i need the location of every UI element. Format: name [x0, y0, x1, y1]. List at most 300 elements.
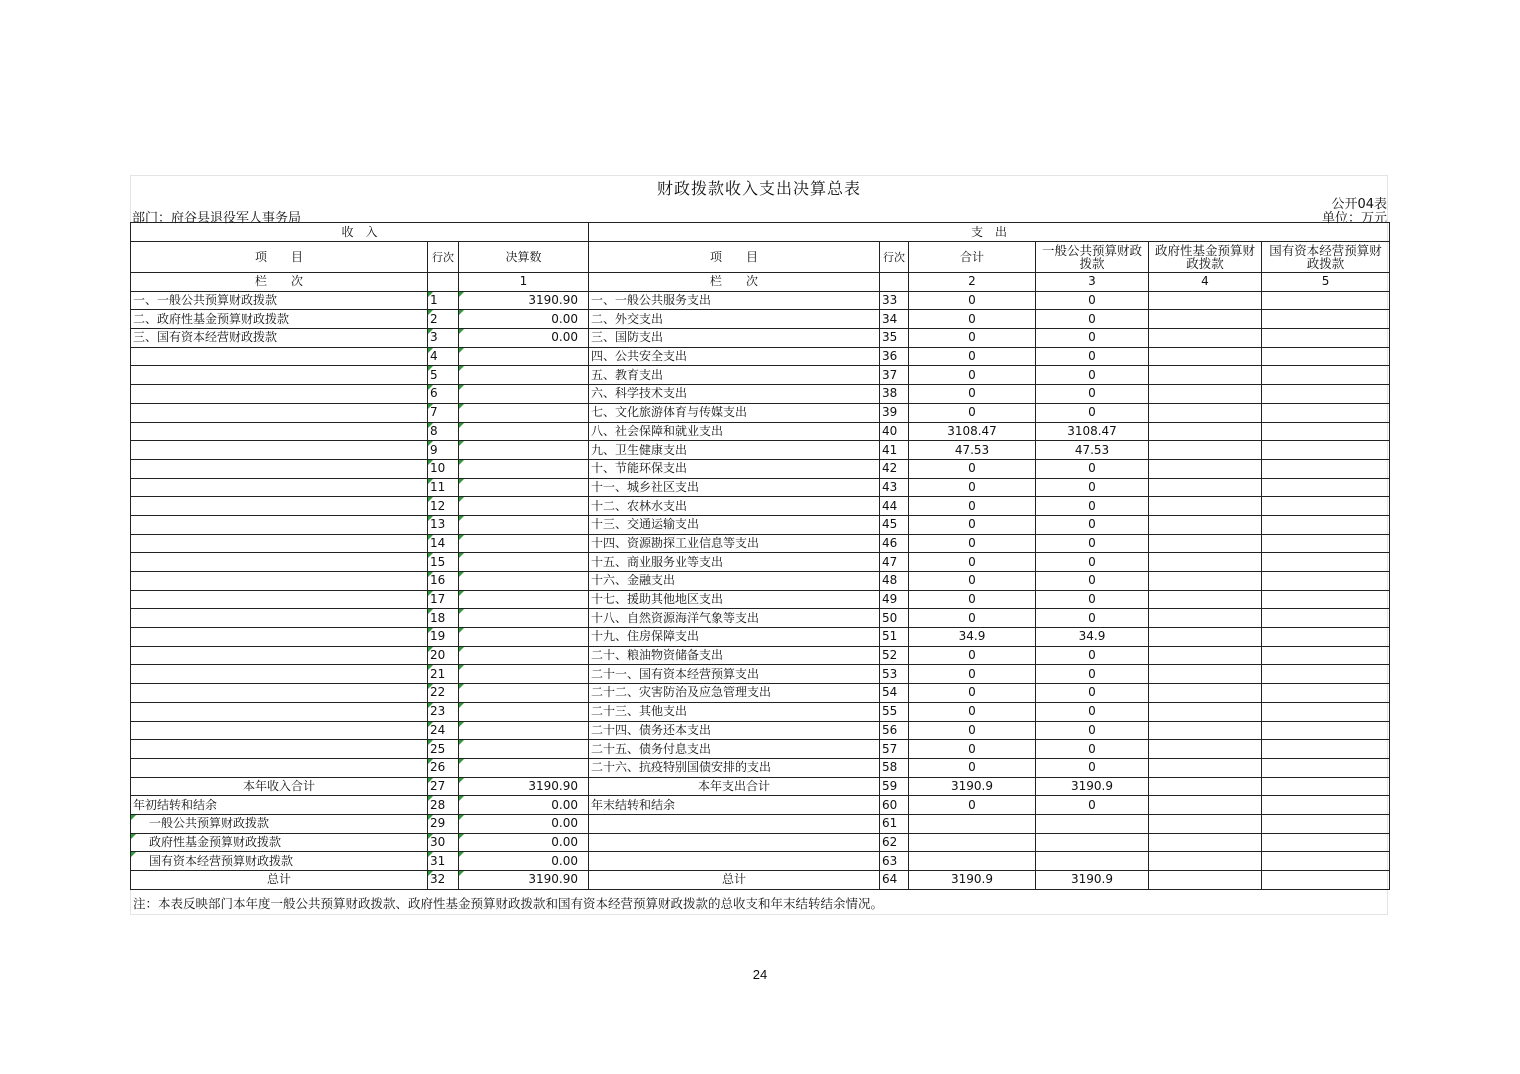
expense-item: 十四、资源勘探工业信息等支出 — [589, 534, 880, 553]
income-row-no: 16 — [428, 572, 459, 591]
expense-total: 0 — [909, 403, 1036, 422]
summary-expense-fund — [1149, 814, 1262, 833]
expense-general: 3108.47 — [1036, 422, 1149, 441]
expense-fund — [1149, 553, 1262, 572]
header-general-budget: 一般公共预算财政拨款 — [1036, 242, 1149, 273]
income-amount — [459, 758, 589, 777]
header-total: 合计 — [909, 242, 1036, 273]
summary-expense-fund — [1149, 871, 1262, 890]
income-row-no: 23 — [428, 702, 459, 721]
summary-row — [131, 777, 1390, 796]
expense-row-no: 40 — [880, 422, 909, 441]
summary-expense-item — [589, 833, 880, 852]
expense-row-no: 55 — [880, 702, 909, 721]
summary-expense-item: 总计 — [589, 871, 880, 890]
expense-item: 二十四、债务还本支出 — [589, 721, 880, 740]
table-note: 注：本表反映部门本年度一般公共预算财政拨款、政府性基金预算财政拨款和国有资本经营预算财政拨款的总收支和年末结转结余情况。 — [133, 896, 884, 911]
expense-total: 0 — [909, 646, 1036, 665]
col-row-3: 3 — [1036, 273, 1149, 292]
expense-item: 九、卫生健康支出 — [589, 441, 880, 460]
expense-total: 0 — [909, 721, 1036, 740]
expense-state — [1262, 534, 1390, 553]
income-amount — [459, 646, 589, 665]
income-row-no: 1 — [428, 291, 459, 310]
expense-total: 3108.47 — [909, 422, 1036, 441]
expense-item: 十三、交通运输支出 — [589, 515, 880, 534]
income-amount — [459, 497, 589, 516]
expense-item: 十八、自然资源海洋气象等支出 — [589, 609, 880, 628]
income-item: 三、国有资本经营财政拨款 — [131, 329, 428, 348]
income-row-no: 25 — [428, 740, 459, 759]
income-amount — [459, 684, 589, 703]
income-item — [131, 441, 428, 460]
expense-row-no: 58 — [880, 758, 909, 777]
income-amount — [459, 366, 589, 385]
expense-general: 0 — [1036, 310, 1149, 329]
income-item — [131, 684, 428, 703]
income-row-no: 13 — [428, 515, 459, 534]
income-item — [131, 721, 428, 740]
expense-row-no: 33 — [880, 291, 909, 310]
table-row — [131, 441, 1390, 460]
income-item — [131, 665, 428, 684]
expense-fund — [1149, 628, 1262, 647]
summary-expense-state — [1262, 796, 1390, 815]
expense-row-no: 45 — [880, 515, 909, 534]
expense-state — [1262, 459, 1390, 478]
summary-row — [131, 814, 1390, 833]
summary-row — [131, 852, 1390, 871]
expense-fund — [1149, 385, 1262, 404]
summary-income-item: 一般公共预算财政拨款 — [131, 814, 428, 833]
summary-expense-general: 3190.9 — [1036, 871, 1149, 890]
income-amount — [459, 590, 589, 609]
expense-general: 0 — [1036, 534, 1149, 553]
expense-row-no: 35 — [880, 329, 909, 348]
income-amount — [459, 385, 589, 404]
summary-income-row-no: 27 — [428, 777, 459, 796]
expense-row-no: 49 — [880, 590, 909, 609]
expense-fund — [1149, 422, 1262, 441]
expense-total: 0 — [909, 347, 1036, 366]
table-row — [131, 628, 1390, 647]
income-amount — [459, 702, 589, 721]
summary-expense-row-no: 59 — [880, 777, 909, 796]
table-row — [131, 459, 1390, 478]
table-row — [131, 515, 1390, 534]
income-row-no: 20 — [428, 646, 459, 665]
summary-expense-item — [589, 852, 880, 871]
income-row-no: 2 — [428, 310, 459, 329]
header-fund-budget: 政府性基金预算财政拨款 — [1149, 242, 1262, 273]
expense-fund — [1149, 459, 1262, 478]
expense-row-no: 38 — [880, 385, 909, 404]
income-amount — [459, 441, 589, 460]
summary-expense-row-no: 60 — [880, 796, 909, 815]
expense-row-no: 54 — [880, 684, 909, 703]
summary-expense-item: 年末结转和结余 — [589, 796, 880, 815]
expense-fund — [1149, 684, 1262, 703]
table-row — [131, 347, 1390, 366]
expense-item: 二十六、抗疫特别国债安排的支出 — [589, 758, 880, 777]
expense-row-no: 52 — [880, 646, 909, 665]
expense-state — [1262, 403, 1390, 422]
expense-general: 0 — [1036, 329, 1149, 348]
summary-expense-row-no: 61 — [880, 814, 909, 833]
expense-item: 十五、商业服务业等支出 — [589, 553, 880, 572]
col-row-empty-expense — [880, 273, 909, 292]
expense-state — [1262, 609, 1390, 628]
expense-item: 八、社会保障和就业支出 — [589, 422, 880, 441]
income-amount — [459, 422, 589, 441]
income-amount — [459, 572, 589, 591]
expense-item: 二十五、债务付息支出 — [589, 740, 880, 759]
income-row-no: 7 — [428, 403, 459, 422]
summary-expense-total: 0 — [909, 796, 1036, 815]
income-item — [131, 347, 428, 366]
summary-expense-state — [1262, 777, 1390, 796]
income-amount — [459, 665, 589, 684]
income-item — [131, 534, 428, 553]
summary-expense-item: 本年支出合计 — [589, 777, 880, 796]
expense-item: 二、外交支出 — [589, 310, 880, 329]
summary-expense-row-no: 63 — [880, 852, 909, 871]
expense-total: 0 — [909, 609, 1036, 628]
summary-income-amount: 0.00 — [459, 814, 589, 833]
expense-row-no: 47 — [880, 553, 909, 572]
income-amount — [459, 534, 589, 553]
expense-fund — [1149, 646, 1262, 665]
expense-total: 47.53 — [909, 441, 1036, 460]
expense-total: 0 — [909, 497, 1036, 516]
expense-fund — [1149, 291, 1262, 310]
expense-state — [1262, 441, 1390, 460]
expense-row-no: 56 — [880, 721, 909, 740]
col-row-5: 5 — [1262, 273, 1390, 292]
income-amount — [459, 740, 589, 759]
summary-expense-general: 0 — [1036, 796, 1149, 815]
expense-fund — [1149, 347, 1262, 366]
expense-general: 0 — [1036, 291, 1149, 310]
department-label: 部门：府谷县退役军人事务局 — [132, 211, 302, 226]
expense-fund — [1149, 702, 1262, 721]
income-item — [131, 497, 428, 516]
expense-fund — [1149, 572, 1262, 591]
page-number: 24 — [752, 967, 768, 982]
income-row-no: 5 — [428, 366, 459, 385]
expense-total: 0 — [909, 329, 1036, 348]
summary-expense-fund — [1149, 852, 1262, 871]
expense-general: 0 — [1036, 515, 1149, 534]
form-code: 公开04表 — [1331, 197, 1387, 212]
expense-general: 0 — [1036, 459, 1149, 478]
expense-item: 十一、城乡社区支出 — [589, 478, 880, 497]
expense-row-no: 53 — [880, 665, 909, 684]
expense-fund — [1149, 758, 1262, 777]
income-amount: 3190.90 — [459, 291, 589, 310]
expense-total: 0 — [909, 459, 1036, 478]
table-row — [131, 366, 1390, 385]
col-row-label: 栏 次 — [131, 273, 428, 292]
expense-fund — [1149, 478, 1262, 497]
expense-total: 0 — [909, 572, 1036, 591]
expense-general: 0 — [1036, 646, 1149, 665]
summary-expense-row-no: 62 — [880, 833, 909, 852]
income-row-no: 8 — [428, 422, 459, 441]
expense-row-no: 50 — [880, 609, 909, 628]
summary-expense-total — [909, 833, 1036, 852]
income-item — [131, 702, 428, 721]
expense-row-no: 34 — [880, 310, 909, 329]
expense-state — [1262, 572, 1390, 591]
summary-row — [131, 871, 1390, 890]
summary-income-item: 国有资本经营预算财政拨款 — [131, 852, 428, 871]
income-row-no: 3 — [428, 329, 459, 348]
expense-state — [1262, 758, 1390, 777]
income-item — [131, 553, 428, 572]
income-item — [131, 758, 428, 777]
table-row — [131, 702, 1390, 721]
table-row — [131, 665, 1390, 684]
income-item — [131, 478, 428, 497]
expense-row-no: 42 — [880, 459, 909, 478]
expense-total: 0 — [909, 310, 1036, 329]
expense-item: 六、科学技术支出 — [589, 385, 880, 404]
expense-total: 0 — [909, 758, 1036, 777]
expense-general: 0 — [1036, 684, 1149, 703]
expense-general: 0 — [1036, 366, 1149, 385]
expense-total: 0 — [909, 665, 1036, 684]
summary-income-item: 总计 — [131, 871, 428, 890]
income-row-no: 22 — [428, 684, 459, 703]
expense-general: 0 — [1036, 609, 1149, 628]
summary-expense-row-no: 64 — [880, 871, 909, 890]
summary-expense-general: 3190.9 — [1036, 777, 1149, 796]
expense-state — [1262, 310, 1390, 329]
expense-item: 七、文化旅游体育与传媒支出 — [589, 403, 880, 422]
income-item — [131, 628, 428, 647]
summary-income-row-no: 28 — [428, 796, 459, 815]
expense-section-header: 支 出 — [589, 223, 1390, 242]
summary-income-amount: 3190.90 — [459, 871, 589, 890]
expense-row-no: 51 — [880, 628, 909, 647]
table-row — [131, 684, 1390, 703]
expense-total: 0 — [909, 366, 1036, 385]
income-row-no: 9 — [428, 441, 459, 460]
expense-state — [1262, 721, 1390, 740]
income-item — [131, 590, 428, 609]
income-amount — [459, 478, 589, 497]
expense-fund — [1149, 329, 1262, 348]
expense-fund — [1149, 441, 1262, 460]
summary-row — [131, 833, 1390, 852]
expense-state — [1262, 515, 1390, 534]
summary-income-amount: 3190.90 — [459, 777, 589, 796]
expense-row-no: 44 — [880, 497, 909, 516]
expense-general: 0 — [1036, 590, 1149, 609]
expense-state — [1262, 329, 1390, 348]
expense-item: 二十三、其他支出 — [589, 702, 880, 721]
table-row — [131, 534, 1390, 553]
header-amount: 决算数 — [459, 242, 589, 273]
summary-expense-fund — [1149, 833, 1262, 852]
expense-fund — [1149, 403, 1262, 422]
table-row — [131, 385, 1390, 404]
table-row — [131, 758, 1390, 777]
expense-total: 0 — [909, 740, 1036, 759]
expense-fund — [1149, 721, 1262, 740]
expense-total: 0 — [909, 590, 1036, 609]
income-row-no: 10 — [428, 459, 459, 478]
expense-item: 二十二、灾害防治及应急管理支出 — [589, 684, 880, 703]
table-row — [131, 310, 1390, 329]
income-amount — [459, 721, 589, 740]
expense-total: 0 — [909, 553, 1036, 572]
income-amount — [459, 403, 589, 422]
expense-item: 二十一、国有资本经营预算支出 — [589, 665, 880, 684]
table-row — [131, 422, 1390, 441]
expense-state — [1262, 366, 1390, 385]
expense-state — [1262, 553, 1390, 572]
expense-state — [1262, 291, 1390, 310]
income-item: 一、一般公共预算财政拨款 — [131, 291, 428, 310]
expense-general: 0 — [1036, 665, 1149, 684]
income-row-no: 17 — [428, 590, 459, 609]
expense-general: 0 — [1036, 721, 1149, 740]
expense-fund — [1149, 534, 1262, 553]
expense-total: 34.9 — [909, 628, 1036, 647]
income-item: 二、政府性基金预算财政拨款 — [131, 310, 428, 329]
table-row — [131, 721, 1390, 740]
expense-general: 0 — [1036, 758, 1149, 777]
expense-row-no: 57 — [880, 740, 909, 759]
income-amount — [459, 553, 589, 572]
page-title: 财政拨款收入支出决算总表 — [656, 179, 861, 198]
expense-state — [1262, 497, 1390, 516]
expense-item: 四、公共安全支出 — [589, 347, 880, 366]
expense-general: 0 — [1036, 478, 1149, 497]
expense-fund — [1149, 590, 1262, 609]
summary-expense-fund — [1149, 777, 1262, 796]
table-row — [131, 497, 1390, 516]
summary-income-amount: 0.00 — [459, 796, 589, 815]
summary-expense-item — [589, 814, 880, 833]
table-row — [131, 590, 1390, 609]
expense-general: 0 — [1036, 497, 1149, 516]
expense-row-no: 48 — [880, 572, 909, 591]
income-item — [131, 403, 428, 422]
income-item — [131, 646, 428, 665]
income-row-no: 11 — [428, 478, 459, 497]
expense-total: 0 — [909, 534, 1036, 553]
expense-row-no: 43 — [880, 478, 909, 497]
expense-item: 二十、粮油物资储备支出 — [589, 646, 880, 665]
summary-income-amount: 0.00 — [459, 833, 589, 852]
expense-total: 0 — [909, 684, 1036, 703]
summary-expense-general — [1036, 833, 1149, 852]
expense-row-no: 46 — [880, 534, 909, 553]
col-row-4: 4 — [1149, 273, 1262, 292]
summary-expense-general — [1036, 814, 1149, 833]
expense-state — [1262, 347, 1390, 366]
income-amount — [459, 609, 589, 628]
summary-expense-general — [1036, 852, 1149, 871]
expense-general: 0 — [1036, 385, 1149, 404]
income-row-no: 4 — [428, 347, 459, 366]
income-row-no: 24 — [428, 721, 459, 740]
summary-income-item: 政府性基金预算财政拨款 — [131, 833, 428, 852]
settlement-table — [130, 222, 1390, 890]
expense-row-no: 41 — [880, 441, 909, 460]
expense-state — [1262, 422, 1390, 441]
expense-row-no: 37 — [880, 366, 909, 385]
income-section-header: 收 入 — [131, 223, 589, 242]
income-item — [131, 422, 428, 441]
table-row — [131, 572, 1390, 591]
expense-general: 0 — [1036, 553, 1149, 572]
expense-item: 五、教育支出 — [589, 366, 880, 385]
expense-item: 三、国防支出 — [589, 329, 880, 348]
table-row — [131, 478, 1390, 497]
table-row — [131, 646, 1390, 665]
income-row-no: 14 — [428, 534, 459, 553]
summary-income-row-no: 32 — [428, 871, 459, 890]
summary-expense-total: 3190.9 — [909, 871, 1036, 890]
table-row — [131, 740, 1390, 759]
expense-general: 34.9 — [1036, 628, 1149, 647]
expense-total: 0 — [909, 702, 1036, 721]
header-item-expense: 项 目 — [589, 242, 880, 273]
income-row-no: 18 — [428, 609, 459, 628]
expense-state — [1262, 702, 1390, 721]
income-row-no: 19 — [428, 628, 459, 647]
expense-general: 0 — [1036, 740, 1149, 759]
table-row — [131, 403, 1390, 422]
summary-row — [131, 796, 1390, 815]
expense-state — [1262, 646, 1390, 665]
table-row — [131, 291, 1390, 310]
income-row-no: 26 — [428, 758, 459, 777]
income-row-no: 12 — [428, 497, 459, 516]
expense-general: 0 — [1036, 403, 1149, 422]
income-row-no: 21 — [428, 665, 459, 684]
expense-total: 0 — [909, 385, 1036, 404]
header-row-no-expense: 行次 — [880, 242, 909, 273]
summary-expense-state — [1262, 852, 1390, 871]
summary-income-row-no: 31 — [428, 852, 459, 871]
income-item — [131, 609, 428, 628]
col-row-2: 2 — [909, 273, 1036, 292]
summary-expense-state — [1262, 814, 1390, 833]
expense-item: 十九、住房保障支出 — [589, 628, 880, 647]
unit-label: 单位：万元 — [1321, 211, 1387, 226]
expense-general: 0 — [1036, 572, 1149, 591]
expense-item: 一、一般公共服务支出 — [589, 291, 880, 310]
income-row-no: 6 — [428, 385, 459, 404]
table-row — [131, 329, 1390, 348]
summary-expense-fund — [1149, 796, 1262, 815]
summary-income-row-no: 29 — [428, 814, 459, 833]
summary-income-item: 本年收入合计 — [131, 777, 428, 796]
expense-fund — [1149, 497, 1262, 516]
expense-row-no: 39 — [880, 403, 909, 422]
summary-expense-total: 3190.9 — [909, 777, 1036, 796]
col-row-1: 1 — [459, 273, 589, 292]
expense-item: 十、节能环保支出 — [589, 459, 880, 478]
expense-general: 47.53 — [1036, 441, 1149, 460]
expense-state — [1262, 385, 1390, 404]
expense-fund — [1149, 665, 1262, 684]
